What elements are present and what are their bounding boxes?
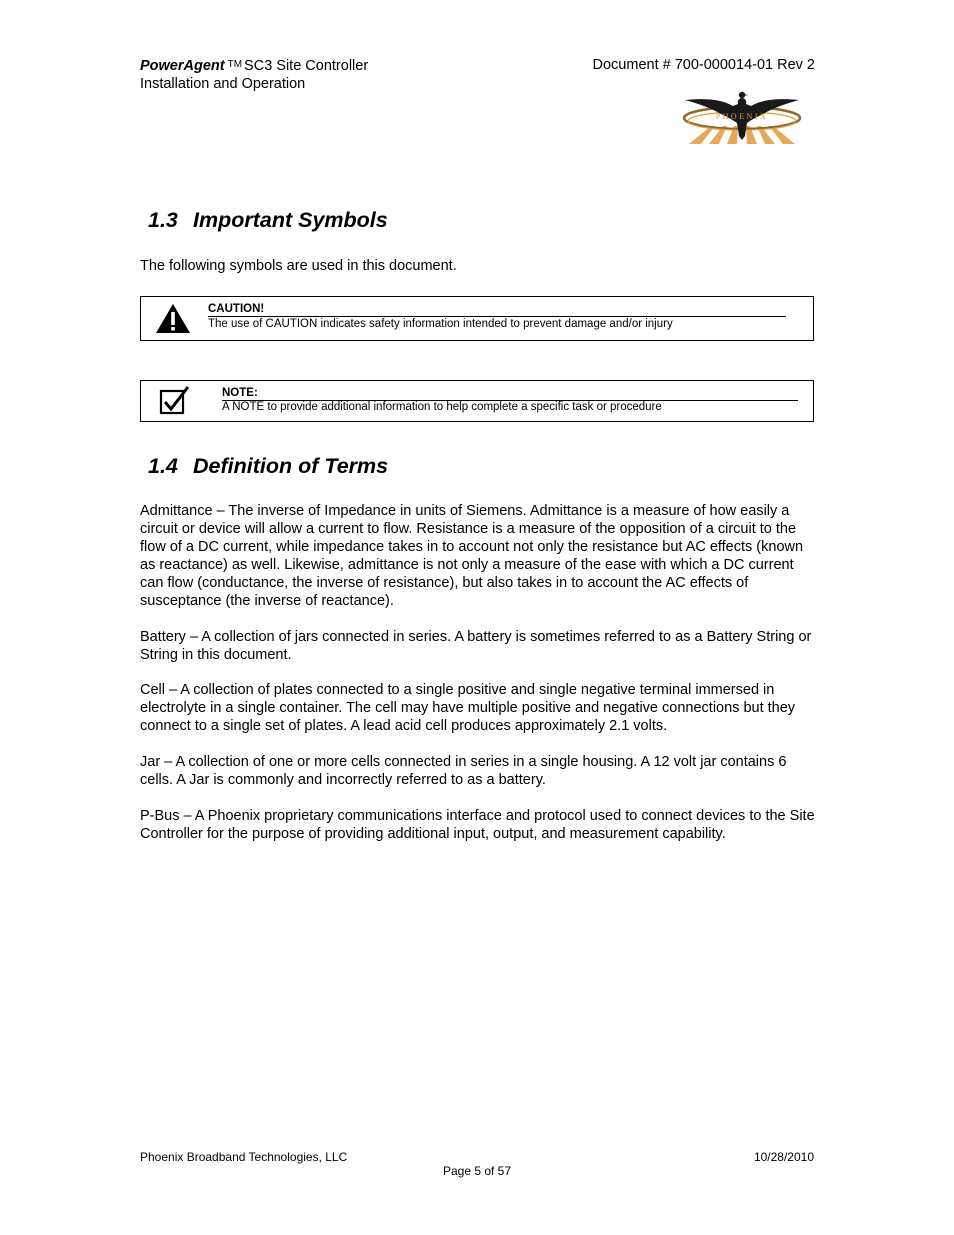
logo-wordmark: PHOENIX	[715, 112, 769, 121]
warning-triangle-icon	[155, 303, 191, 334]
section-title: Important Symbols	[193, 208, 388, 232]
term-p-bus: P-Bus – A Phoenix proprietary communications interface and protocol used to connect devices to the Site Controller for the purpose of providing additional input, output, and measurement capability.	[140, 808, 815, 842]
product-line	[140, 56, 368, 75]
brand-name: PowerAgent	[140, 58, 225, 74]
section-heading-definition-of-terms	[148, 454, 388, 479]
note-text: A NOTE to provide additional information to help complete a specific task or procedure	[222, 401, 662, 413]
note-box	[140, 380, 814, 422]
section-title: Definition of Terms	[193, 454, 389, 478]
note-title: NOTE:	[222, 387, 258, 399]
caution-rule	[208, 316, 786, 317]
caution-box	[140, 296, 814, 341]
document-subtitle: Installation and Operation	[140, 76, 306, 92]
trademark-mark: TM	[227, 59, 243, 70]
page-number: Page 5 of 57	[442, 1164, 512, 1178]
symbols-intro: The following symbols are used in this document.	[140, 258, 457, 274]
product-name: SC3 Site Controller	[244, 58, 369, 74]
footer-company: Phoenix Broadband Technologies, LLC	[140, 1150, 348, 1164]
term-admittance: Admittance – The inverse of Impedance in units of Siemens. Admittance is a measure of how easily a circuit or device will allow a current to flow. Resistance is a measure of the opposition of a circuit to the flow of a DC current, while impedance takes in to account not only the resistance but AC effects (known as reactance) as well. Likewise, admittance is not only a measure of the ease with which a DC current can flow (conductance, the inverse of resistance), but also takes in to account the AC effects of susceptance (the inverse of reactance).	[140, 503, 804, 609]
caution-text: The use of CAUTION indicates safety information intended to prevent damage and/or injury	[208, 318, 673, 330]
section-number: 1.4	[148, 454, 178, 478]
term-cell: Cell – A collection of plates connected to a single positive and single negative terminal immersed in electrolyte in a single container. The cell may have multiple positive and negative connections but they connect to a single set of plates. A lead acid cell produces approximately 2.1 volts.	[140, 682, 796, 734]
section-number: 1.3	[148, 208, 178, 232]
term-battery: Battery – A collection of jars connected in series. A battery is sometimes referred to as a Battery String or String in this document.	[140, 629, 812, 663]
document-number: Document # 700-000014-01 Rev 2	[592, 57, 815, 73]
phoenix-logo	[681, 90, 803, 144]
checkbox-check-icon	[159, 386, 191, 416]
section-heading-important-symbols	[148, 208, 388, 233]
term-jar: Jar – A collection of one or more cells connected in series in a single housing. A 12 volt jar contains 6 cells. A Jar is commonly and incorrectly referred to as a battery.	[140, 754, 787, 788]
caution-title: CAUTION!	[208, 303, 265, 315]
document-header-left	[140, 56, 368, 93]
footer-date: 10/28/2010	[753, 1150, 814, 1164]
